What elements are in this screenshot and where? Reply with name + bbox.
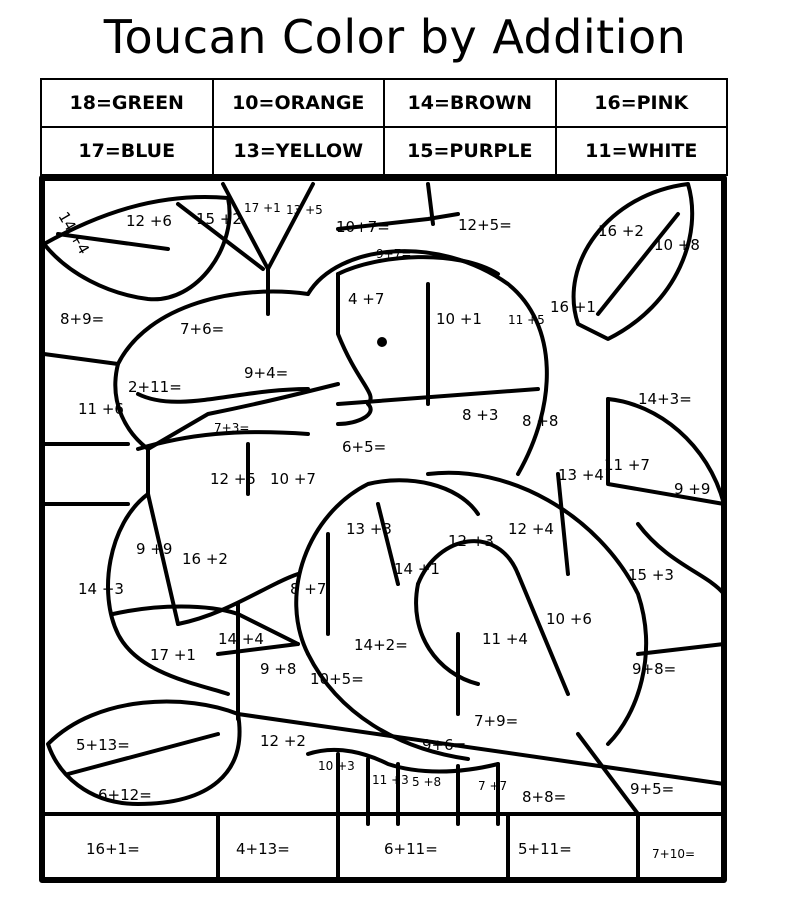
key-cell: 18=GREEN (41, 79, 213, 127)
problem-label: 14+2= (354, 636, 408, 654)
problem-label: 11 +5 (508, 313, 545, 327)
color-key-row (41, 79, 727, 127)
key-cell: 13=YELLOW (213, 127, 385, 175)
problem-label: 10+5= (310, 670, 364, 688)
problem-label: 2+11= (128, 378, 182, 396)
problem-label: 17 +1 (244, 201, 281, 215)
problem-label: 11 +3 (372, 773, 409, 787)
problem-label: 7+9= (474, 712, 519, 730)
problem-label: 8+9= (60, 310, 105, 328)
problem-label: 10+7= (336, 218, 390, 236)
problem-label: 4 +7 (348, 290, 385, 308)
problem-label: 13 +4 (558, 466, 604, 484)
problem-label: 12+5= (458, 216, 512, 234)
problem-label: 14 +1 (394, 560, 440, 578)
problem-label: 9+6= (422, 736, 467, 754)
problem-label: 12 +3 (448, 532, 494, 550)
problem-label: 14+3= (638, 390, 692, 408)
problem-label: 12 +4 (508, 520, 554, 538)
problem-label: 5+13= (76, 736, 130, 754)
problem-label: 9 +8 (260, 660, 297, 678)
problem-label: 8+8= (522, 788, 567, 806)
problem-label: 10 +7 (270, 470, 316, 488)
key-cell: 15=PURPLE (384, 127, 556, 175)
problem-label: 16+1= (86, 840, 140, 858)
problem-label: 6+5= (342, 438, 387, 456)
problem-label: 17 +1 (150, 646, 196, 664)
problem-label: 16 +2 (182, 550, 228, 568)
problem-label: 10 +8 (654, 236, 700, 254)
problem-label: 9 +9 (136, 540, 173, 558)
problem-label: 12 +5 (210, 470, 256, 488)
problem-label: 8 +3 (462, 406, 499, 424)
toucan-eye (377, 337, 387, 347)
problem-label: 10 +3 (318, 759, 355, 773)
problem-label: 11 +7 (604, 456, 650, 474)
problem-label: 9+5= (630, 780, 675, 798)
problem-label: 16 +1 (550, 298, 596, 316)
color-key-row (41, 127, 727, 175)
problem-label: 6+11= (384, 840, 438, 858)
page-title: Toucan Color by Addition (103, 10, 687, 64)
color-key-table (40, 78, 728, 176)
key-cell: 10=ORANGE (213, 79, 385, 127)
problem-label: 8 +7 (290, 580, 327, 598)
problem-label: 6+12= (98, 786, 152, 804)
problem-label: 7+6= (180, 320, 225, 338)
key-cell: 14=BROWN (384, 79, 556, 127)
problem-label: 7 +7 (478, 779, 508, 793)
problem-label: 4+13= (236, 840, 290, 858)
problem-label: 11 +4 (482, 630, 528, 648)
problem-label: 9+7= (376, 247, 412, 261)
problem-label: 11 +6 (78, 400, 124, 418)
problem-label: 9 +9 (674, 480, 711, 498)
problem-label: 10 +1 (436, 310, 482, 328)
problem-label: 13 +5 (286, 203, 323, 217)
problem-label: 16 +2 (598, 222, 644, 240)
problem-label: 5+11= (518, 840, 572, 858)
toucan-coloring-page (38, 174, 728, 886)
problem-label: 7+3= (214, 421, 250, 435)
key-cell: 16=PINK (556, 79, 728, 127)
problem-label: 5 +8 (412, 775, 442, 789)
problem-label: 15 +2 (196, 210, 242, 228)
problem-label: 14 +4 (54, 208, 94, 258)
key-cell: 11=WHITE (556, 127, 728, 175)
problem-label: 12 +6 (126, 212, 172, 230)
problem-label: 14 +4 (218, 630, 264, 648)
problem-label: 12 +2 (260, 732, 306, 750)
problem-label: 7+10= (652, 847, 696, 861)
key-cell: 17=BLUE (41, 127, 213, 175)
problem-label: 10 +6 (546, 610, 592, 628)
problem-label: 9+4= (244, 364, 289, 382)
problem-label: 15 +3 (628, 566, 674, 584)
problem-label: 14 +3 (78, 580, 124, 598)
problem-label: 9+8= (632, 660, 677, 678)
problem-label: 8 +8 (522, 412, 559, 430)
problem-label: 13 +3 (346, 520, 392, 538)
